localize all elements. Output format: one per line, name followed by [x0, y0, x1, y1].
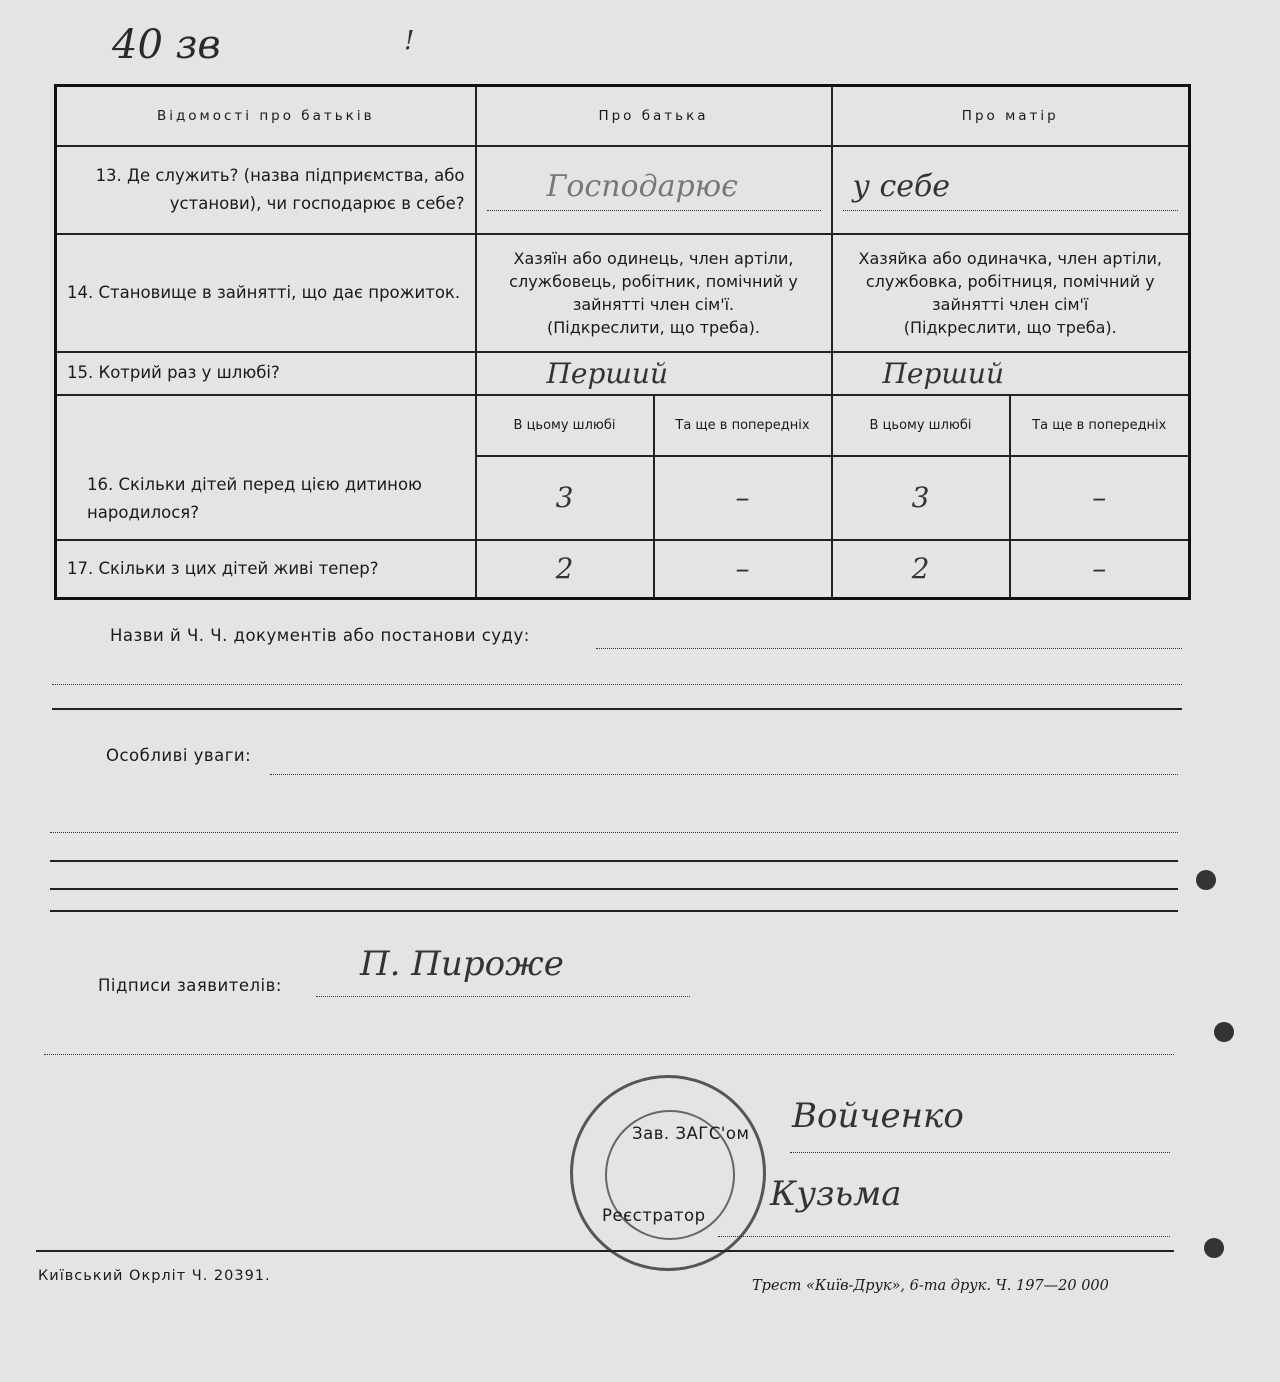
binding-hole [1214, 1022, 1234, 1042]
pen-mark: ! [404, 26, 415, 56]
q16-mother-previous: – [1010, 456, 1190, 539]
q14-mother-note: (Підкреслити, що треба). [903, 317, 1117, 337]
q17-father-this: 2 [476, 540, 654, 599]
q14-mother-options-cell [832, 234, 1190, 352]
subheader-father-this: В цьому шлюбі [476, 395, 654, 456]
printer-license: Київський Окрліт Ч. 20391. [38, 1268, 271, 1284]
q13-father-answer: Господарює [546, 169, 738, 205]
documents-rule [52, 708, 1182, 710]
registrar-label: Реєстратор [602, 1206, 706, 1225]
q13-mother-answer: у себе [852, 169, 951, 205]
row-q17 [56, 540, 1190, 599]
header-father: Про батька [476, 86, 832, 147]
registry-head-label: Зав. ЗАГС'ом [632, 1124, 750, 1143]
q17-mother-this: 2 [832, 540, 1010, 599]
official-stamp [570, 1075, 766, 1271]
applicant-signature: П. Пироже [360, 944, 564, 984]
row-q14 [56, 234, 1190, 352]
registry-head-signature: Войченко [792, 1096, 964, 1136]
subheader-mother-this: В цьому шлюбі [832, 395, 1010, 456]
remarks-line-1[interactable] [270, 774, 1178, 775]
q16-label: 16. Скільки дітей перед цією дитиною народилося? [56, 395, 476, 539]
q17-label: 17. Скільки з цих дітей живі тепер? [56, 540, 476, 599]
remarks-rule-3 [50, 910, 1178, 912]
binding-hole [1196, 870, 1216, 890]
q16-father-this: 3 [476, 456, 654, 539]
documents-line-1[interactable] [596, 648, 1182, 649]
header-mother: Про матір [832, 86, 1190, 147]
row-q13 [56, 146, 1190, 233]
parents-info-table [54, 84, 1191, 600]
q13-mother-dotted-line [843, 210, 1179, 211]
documents-line-2[interactable] [52, 684, 1182, 685]
q14-mother-options: Хазяйка або одиначка, член артіли, службовка, робітниця, помічний у зайнятті член сім'ї [858, 248, 1163, 314]
applicants-line[interactable] [316, 996, 690, 997]
printer-info: Трест «Київ-Друк», 6-та друк. Ч. 197—20 000 [752, 1278, 1109, 1294]
registrar-signature: Кузьма [770, 1174, 902, 1214]
registrar-line[interactable] [718, 1236, 1170, 1237]
header-parents-info: Відомості про батьків [56, 86, 476, 147]
q16-mother-this: 3 [832, 456, 1010, 539]
row-q15 [56, 352, 1190, 396]
q14-father-options-cell [476, 234, 832, 352]
applicants-label: Підписи заявителів: [98, 976, 282, 995]
q17-father-previous: – [654, 540, 832, 599]
remarks-rule-1 [50, 860, 1178, 862]
remarks-line-2[interactable] [50, 832, 1178, 833]
subheader-mother-previous: Та ще в попередніх [1010, 395, 1190, 456]
documents-label: Назви й Ч. Ч. документів або постанови суду: [110, 626, 530, 645]
archive-number: 40 зв [112, 22, 221, 68]
q13-mother-cell [832, 146, 1190, 233]
q13-father-cell [476, 146, 832, 233]
q17-mother-previous: – [1010, 540, 1190, 599]
q15-label: 15. Котрий раз у шлюбі? [56, 352, 476, 396]
footer-rule [36, 1250, 1174, 1252]
applicants-line-2[interactable] [44, 1054, 1174, 1055]
q14-label: 14. Становище в зайнятті, що дає прожиток. [56, 234, 476, 352]
table-header-row [56, 86, 1190, 147]
q16-father-previous: – [654, 456, 832, 539]
remarks-rule-2 [50, 888, 1178, 890]
q14-father-options: Хазяїн або одинець, член артіли, службовець, робітник, помічний у зайнятті член сім'ї. [509, 248, 798, 314]
q15-mother-answer: Перший [832, 352, 1190, 396]
q14-father-note: (Підкреслити, що треба). [546, 317, 761, 337]
q13-father-dotted-line [487, 210, 821, 211]
q13-label: 13. Де служить? (назва підприємства, або установи), чи господарює в себе? [56, 146, 476, 233]
subheader-father-previous: Та ще в попередніх [654, 395, 832, 456]
row-subheaders [56, 395, 1190, 456]
registry-head-line[interactable] [790, 1152, 1170, 1153]
remarks-label: Особливі уваги: [106, 746, 252, 765]
binding-hole [1204, 1238, 1224, 1258]
q15-father-answer: Перший [476, 352, 832, 396]
